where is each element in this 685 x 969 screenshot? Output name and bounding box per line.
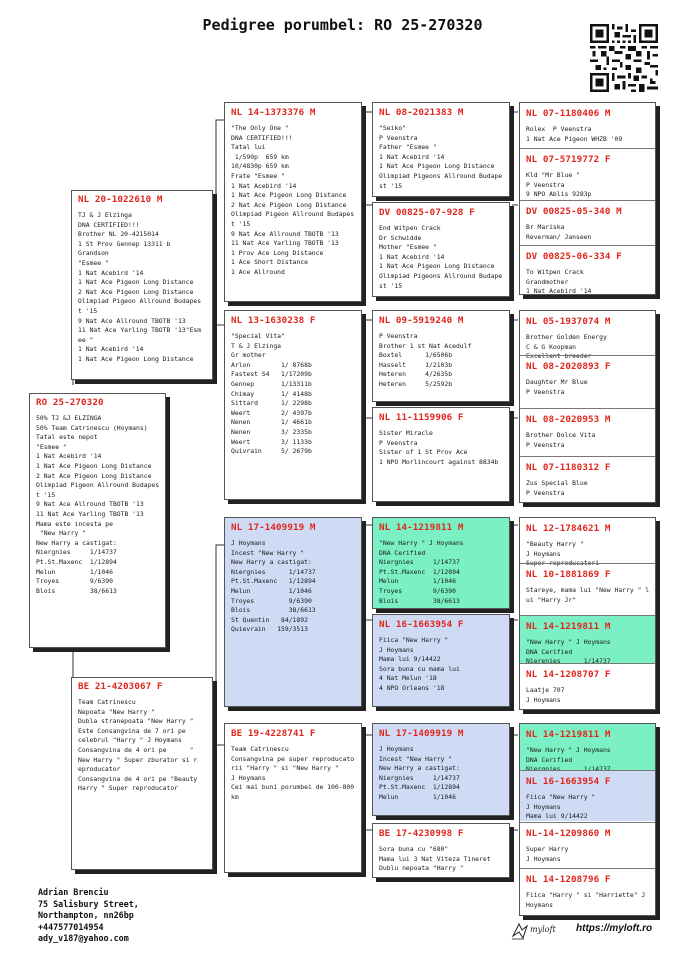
gen4-2-details: [520, 220, 655, 242]
detail-line: Boxtel 1/6506b: [379, 351, 453, 360]
gen3-6-ring-id: NL 17-1409919 M: [379, 728, 464, 739]
detail-line: TJ & J Elzinga: [78, 211, 132, 219]
detail-line: T & J Elzinga: [231, 341, 282, 350]
gen3-card-6[interactable]: [372, 723, 510, 816]
detail-line: 1 NPO Morlincourt against 8834b: [379, 457, 499, 466]
detail-line: End Witpen Crack: [379, 224, 441, 232]
gen4-card-0[interactable]: [520, 103, 655, 148]
gen4-6-details: [520, 428, 655, 450]
gen4-9-ring-id: NL 10-1881869 F: [526, 569, 611, 580]
gen3-4-details: [373, 536, 509, 606]
detail-line: P Veenstra: [379, 332, 418, 340]
detail-line: Sittard 1/ 2298b: [231, 399, 312, 408]
detail-line: "New Harry " J Hoymans: [526, 638, 611, 646]
detail-line: Rolex P Veenstra: [526, 125, 592, 133]
gen4-card-9[interactable]: [520, 563, 655, 614]
gen4-card-11[interactable]: [520, 663, 655, 711]
gen4-card-15[interactable]: [520, 868, 655, 917]
detail-line: Olimpiad Pigeon Allround Budapes: [36, 481, 160, 490]
detail-line: Hasselt 1/2103b: [379, 360, 453, 369]
detail-line: DNA Cerified: [526, 755, 573, 764]
detail-line: "Esmee ": [36, 442, 67, 451]
gen3-4-ring-id: NL 14-1219811 M: [379, 522, 464, 533]
detail-line: New Harry a castigat:: [231, 558, 312, 567]
gen3-card-4[interactable]: [372, 517, 510, 609]
gen4-card-1[interactable]: [520, 148, 655, 198]
granddam-paternal-card[interactable]: [224, 310, 362, 500]
gen4-10-details: [520, 635, 655, 667]
detail-line: 1 Nat Acebird '14: [78, 268, 144, 277]
sire-card[interactable]: [71, 190, 213, 380]
detail-line: DNA Cerified: [526, 647, 573, 656]
owner-name: Adrian Brenciu: [38, 887, 109, 897]
detail-line: 1 Nat Acebird '14: [231, 181, 297, 190]
detail-line: Este Consangvina de 7 ori pe: [78, 726, 186, 735]
detail-line: 1 Prov Ace Long Distance: [231, 248, 324, 257]
detail-line: New Harry a castigat:: [379, 764, 460, 773]
detail-line: Melun 1/1046: [379, 577, 456, 586]
detail-line: Team Catrinescu: [78, 698, 136, 706]
gen3-0-ring-id: NL 08-2021383 M: [379, 107, 464, 118]
gen4-card-13[interactable]: [520, 770, 655, 821]
detail-line: Tatal lui: [231, 143, 266, 152]
detail-line: Cei mai buni porumbei de 100-800: [231, 783, 355, 792]
detail-line: 1 Nat Ace Pigeon WHZB '09: [526, 134, 623, 143]
detail-line: eproducator: [78, 765, 121, 774]
detail-line: Nenen 1/ 4661b: [231, 418, 312, 427]
detail-line: J Hoymans: [231, 773, 266, 782]
detail-line: Nenen 3/ 2335b: [231, 427, 312, 436]
gen4-11-details: [520, 683, 655, 705]
detail-line: Excellent breeder: [526, 352, 592, 361]
gen4-2-ring-id: DV 00825-05-340 M: [526, 206, 622, 217]
owner-phone: +447577014954: [38, 921, 104, 932]
detail-line: Grandson: [78, 249, 109, 258]
detail-line: DNA Cerified: [379, 548, 426, 557]
detail-line: Melun 1/1046: [379, 792, 456, 801]
gen4-11-ring-id: NL 14-1208707 F: [526, 669, 611, 680]
detail-line: P Veenstra: [526, 180, 565, 189]
brand-logo-text: myloft: [530, 925, 556, 934]
owner-email[interactable]: ady_v187@yahoo.com: [38, 933, 129, 944]
detail-line: Laatje 707: [526, 686, 565, 694]
detail-line: 1 Nat Ace Pigeon Long Distance: [379, 262, 495, 271]
gen3-card-7[interactable]: [372, 823, 510, 878]
detail-line: 1 Ace Short Distance: [231, 258, 308, 267]
detail-line: Reverman/ Janseen: [526, 232, 592, 241]
detail-line: "New Harry " J Hoymans: [526, 746, 611, 754]
owner-street: 75 Salisbury Street,: [38, 898, 139, 909]
detail-line: Chimay 1/ 4148b: [231, 389, 312, 398]
gen2-3-ring-id: BE 19-4228741 F: [231, 728, 316, 739]
gen3-card-3[interactable]: [372, 407, 510, 502]
detail-line: Fastest S4 1/17209b: [231, 370, 312, 379]
gen4-card-7[interactable]: [520, 456, 655, 504]
detail-line: Frate "Esmee ": [231, 171, 285, 180]
sire-details: [72, 208, 212, 365]
gen4-13-details: [520, 790, 655, 822]
detail-line: 1 Nat Acebird '14: [78, 345, 144, 354]
detail-line: 1/590p 659 km: [231, 152, 289, 161]
gen4-card-6[interactable]: [520, 408, 655, 456]
gen3-5-details: [373, 633, 509, 694]
detail-line: 1 St Prov Gennep 13311 b: [78, 239, 171, 248]
detail-line: t '15: [231, 219, 251, 228]
detail-line: DNA CERTIFIED!!!: [78, 220, 140, 229]
detail-line: Niergnies 1/14737: [379, 773, 460, 782]
detail-line: 2 Nat Ace Pigeon Long Distance: [231, 200, 347, 209]
detail-line: 9 NPO Ablis 9283p: [526, 190, 592, 199]
detail-line: Melun 1/1046: [36, 567, 113, 576]
detail-line: Pt.St.Maxenc 1/12894: [379, 783, 460, 792]
subject-pigeon-card[interactable]: [29, 393, 166, 648]
detail-line: Olimpiad Pigeon Allround Budapes: [231, 210, 355, 219]
detail-line: 1 Nat Acebird '14: [379, 252, 445, 261]
gen3-2-details: [373, 329, 509, 390]
detail-line: Brother 1 st Nat Acedulf: [379, 341, 472, 350]
detail-line: Consangvina pe super reproducato: [231, 754, 355, 763]
detail-line: Hoymans: [526, 900, 553, 909]
gen3-3-ring-id: NL 11-1159906 F: [379, 412, 464, 423]
detail-line: Brother Golden Energy: [526, 333, 607, 341]
owner-address: [38, 887, 139, 945]
detail-line: "Beauty Harry ": [526, 540, 584, 548]
gen4-3-ring-id: DV 00825-06-334 F: [526, 251, 622, 262]
detail-line: P Veenstra: [526, 488, 565, 497]
gen3-0-details: [373, 121, 509, 191]
detail-line: 1 Nat Ace Pigeon Long Distance: [36, 461, 152, 470]
gen4-13-ring-id: NL 16-1663954 F: [526, 776, 611, 787]
gen4-8-ring-id: NL 12-1784621 M: [526, 523, 611, 534]
detail-line: Incest "New Harry ": [231, 548, 305, 557]
detail-line: P Veenstra: [379, 133, 418, 142]
detail-line: 11 Nat Ace Yarling TBOTB '13: [231, 239, 339, 248]
detail-line: Zus Special Blue: [526, 479, 588, 487]
detail-line: J Hoymans: [526, 854, 561, 863]
detail-line: st '15: [379, 181, 403, 190]
detail-line: 9 Nat Ace Allround TBOTB '13: [231, 229, 339, 238]
gen3-6-details: [373, 742, 509, 803]
detail-line: Weert 3/ 1133b: [231, 437, 312, 446]
detail-line: 1 Nat Ace Pigeon Long Distance: [379, 162, 495, 171]
detail-line: J Hoymans: [526, 802, 561, 811]
gen2-0-details: [225, 121, 361, 278]
detail-line: Br Mariska: [526, 223, 565, 231]
gen4-14-details: [520, 842, 655, 864]
detail-line: 2 Nat Ace Pigeon Long Distance: [36, 471, 152, 480]
detail-line: Incest "New Harry ": [379, 754, 453, 763]
gen4-7-details: [520, 476, 655, 498]
detail-line: Sister of 1 St Prov Ace: [379, 448, 468, 457]
detail-line: Mother "Esmee ": [379, 243, 437, 252]
detail-line: C & G Koopman: [526, 342, 577, 351]
detail-line: Olimpiad Pigeon Allround Budapes: [78, 297, 202, 306]
detail-line: Quivrain 5/ 2679b: [231, 447, 312, 456]
detail-line: J Hoymans: [526, 695, 561, 704]
gen4-pair-1: [519, 310, 656, 503]
gen2-2-ring-id: NL 17-1409919 M: [231, 522, 316, 533]
detail-line: Dubla stranepoata "New Harry ": [78, 717, 194, 726]
gen4-14-ring-id: NL-14-1209860 M: [526, 828, 611, 839]
page-title: Pedigree porumbel: RO 25-270320: [202, 16, 483, 34]
detail-line: Heteren 5/2592b: [379, 379, 453, 388]
gen4-6-ring-id: NL 08-2020953 M: [526, 414, 611, 425]
detail-line: Daughter Mr Blue: [526, 378, 588, 386]
detail-line: Troyes 9/6390: [379, 586, 456, 595]
detail-line: DNA CERTIFIED!!!: [231, 133, 293, 142]
detail-line: ee ": [78, 335, 94, 344]
detail-line: P Veenstra: [379, 438, 418, 447]
detail-line: 11 Nat Ace Yarling TBOTB '13"Esm: [78, 326, 202, 335]
gen4-4-ring-id: NL 05-1937074 M: [526, 316, 611, 327]
detail-line: rii "Harry " si "New Harry ": [231, 764, 339, 773]
gen3-5-ring-id: NL 16-1663954 F: [379, 619, 464, 630]
detail-line: 50% TJ &J ELZINGA: [36, 414, 102, 422]
detail-line: Olimpiad Pigeons Allround Budape: [379, 271, 503, 280]
detail-line: Blois 38/6613: [231, 606, 316, 615]
granddam-maternal-card[interactable]: [224, 723, 362, 873]
detail-line: Heteren 4/2635b: [379, 370, 453, 379]
gen4-card-2[interactable]: [520, 200, 655, 245]
detail-line: J Hoymans: [379, 745, 414, 753]
detail-line: Sora buna cu mama lui: [379, 664, 460, 673]
detail-line: J Hoymans: [231, 539, 266, 547]
detail-line: Mama este incesta pe: [36, 519, 113, 528]
detail-line: "New Harry " J Hoymans: [379, 539, 464, 547]
detail-line: Sister Miracle: [379, 429, 433, 437]
gen4-0-ring-id: NL 07-1180406 M: [526, 108, 611, 119]
gen3-7-ring-id: BE 17-4230998 F: [379, 828, 464, 839]
detail-line: Super reproducatori: [526, 559, 600, 568]
gen4-1-details: [520, 168, 655, 200]
gen4-1-ring-id: NL 07-5719772 F: [526, 154, 611, 165]
detail-line: 1 Nat Ace Pigeon Long Distance: [231, 191, 347, 200]
gen4-card-4[interactable]: [520, 311, 655, 361]
detail-line: Troyes 9/6390: [36, 577, 113, 586]
detail-line: Sora buna cu "680": [379, 845, 449, 853]
grandsire-maternal-card[interactable]: [224, 517, 362, 707]
gen3-card-5[interactable]: [372, 614, 510, 707]
gen3-2-ring-id: NL 09-5919240 M: [379, 315, 464, 326]
gen2-1-details: [225, 329, 361, 457]
detail-line: Team Catrinescu: [231, 745, 289, 753]
detail-line: Dr Schwidde: [379, 233, 422, 242]
gen2-1-ring-id: NL 13-1630238 F: [231, 315, 316, 326]
gen2-2-details: [225, 536, 361, 635]
detail-line: "The Only One ": [231, 124, 289, 132]
gen4-15-details: [520, 888, 655, 910]
detail-line: Olimpiad Pigeons Allround Budape: [379, 171, 503, 180]
dam-card[interactable]: [71, 677, 213, 870]
gen3-1-details: [373, 221, 509, 291]
brand-website-link[interactable]: https://myloft.ro: [576, 923, 653, 934]
detail-line: "Seiko": [379, 124, 406, 132]
detail-line: 1 Nat Acebird '14: [526, 287, 592, 296]
brand-footer: [510, 920, 660, 942]
dam-ring-id: BE 21-4203067 F: [78, 681, 163, 692]
detail-line: Nepoata "New Harry ": [78, 707, 155, 716]
gen4-card-5[interactable]: [520, 355, 655, 407]
gen3-1-ring-id: DV 00825-07-928 F: [379, 207, 475, 218]
gen4-12-ring-id: NL 14-1219811 M: [526, 729, 611, 740]
detail-line: ui "Harry Jr": [526, 595, 577, 604]
gen3-card-1[interactable]: [372, 202, 510, 297]
detail-line: Blois 38/6613: [36, 586, 117, 595]
detail-line: Blois 38/6613: [379, 596, 460, 605]
detail-line: Niergnies 1/14737: [231, 567, 316, 576]
gen2-3-details: [225, 742, 361, 803]
gen4-pair-3: [519, 723, 656, 916]
detail-line: P Veenstra: [526, 387, 565, 396]
gen4-15-ring-id: NL 14-1208796 F: [526, 874, 611, 885]
detail-line: J Hoymans: [379, 645, 414, 654]
detail-line: New Harry a castigat:: [36, 538, 117, 547]
detail-line: Fiica "New Harry ": [379, 636, 449, 644]
detail-line: Brother NL 20-4215014: [78, 230, 159, 239]
detail-line: Consangvina de 4 ori pe "Beauty: [78, 774, 198, 783]
detail-line: J Hoymans: [526, 549, 561, 558]
detail-line: Nierenies 1/14737: [526, 657, 611, 666]
detail-line: 1 Nat Ace Pigeon Long Distance: [78, 354, 194, 363]
detail-line: Quievrain 159/3513: [231, 625, 308, 634]
detail-line: Harry " Super reproducator: [78, 784, 179, 793]
detail-line: "New Harry ": [36, 529, 87, 538]
detail-line: Gennep 1/13311b: [231, 379, 312, 388]
gen4-card-12[interactable]: [520, 724, 655, 770]
gen4-card-10[interactable]: [520, 615, 655, 666]
detail-line: 4 Nat Melun '18: [379, 674, 437, 683]
detail-line: Melun 1/1046: [231, 586, 312, 595]
owner-city: Northampton, nn26bp: [38, 910, 134, 921]
detail-line: Dublu nepoata "Harry ": [379, 864, 464, 873]
gen4-card-8[interactable]: [520, 518, 655, 568]
detail-line: 9 Nat Ace Allround TBOTB '13: [78, 316, 186, 325]
detail-line: Niergnies 1/14737: [379, 558, 460, 567]
detail-line: 9 Nat Ace Allround TBOTB '13: [36, 500, 144, 509]
gen3-card-2[interactable]: [372, 310, 510, 402]
detail-line: Father "Esmee ": [379, 143, 437, 152]
detail-line: Kld "Mr Blue ": [526, 171, 580, 179]
detail-line: 1 Nat Ace Pigeon Long Distance: [78, 278, 194, 287]
gen4-card-3[interactable]: [520, 245, 655, 296]
dam-details: [72, 695, 212, 794]
gen3-3-details: [373, 426, 509, 467]
detail-line: Grandmother: [526, 277, 569, 286]
detail-line: 1 Nat Acebird '14: [36, 452, 102, 461]
detail-line: Brother Dolce Vita: [526, 431, 596, 439]
detail-line: 11 Nat Ace Yarling TBOTB '13: [36, 509, 144, 518]
detail-line: st '15: [379, 281, 403, 290]
subject-ring-id: RO 25-270320: [36, 397, 104, 408]
detail-line: New Harry " Super zburator si r: [78, 755, 198, 764]
detail-line: P Veenstra: [526, 440, 565, 449]
gen4-3-details: [520, 265, 655, 297]
gen4-0-details: [520, 122, 655, 144]
gen4-card-14[interactable]: [520, 822, 655, 868]
gen4-9-details: [520, 583, 655, 605]
gen4-5-ring-id: NL 08-2020893 F: [526, 361, 611, 372]
detail-line: Stareye, mama lui "New Harry " l: [526, 586, 650, 594]
detail-line: Pt.St.Maxenc 1/12894: [379, 567, 460, 576]
grandsire-paternal-card[interactable]: [224, 102, 362, 302]
detail-line: St Quentin 84/1892: [231, 615, 308, 624]
detail-line: 10/4830p 659 km: [231, 162, 289, 171]
detail-line: 4 NPO Orleans '18: [379, 683, 445, 692]
detail-line: Niergnies 1/14737: [36, 548, 117, 557]
detail-line: t '15: [36, 490, 56, 499]
subject-details: [30, 411, 165, 596]
detail-line: "Esmee ": [78, 258, 109, 267]
gen4-10-ring-id: NL 14-1219811 M: [526, 621, 611, 632]
gen4-5-details: [520, 375, 655, 397]
detail-line: Super Harry: [526, 845, 569, 853]
detail-line: Mama lui 3 Nat Viteza Tineret: [379, 854, 491, 863]
detail-line: Gr mother: [231, 351, 266, 360]
detail-line: Mama lui 9/14422: [526, 812, 588, 821]
detail-line: celebrul "Harry " J Hoymans: [78, 736, 182, 745]
gen3-card-0[interactable]: [372, 102, 510, 197]
detail-line: Fiica "Harry " si "Harriette" J: [526, 891, 646, 899]
detail-line: Weert 2/ 4397b: [231, 408, 312, 417]
detail-line: To Witpen Crack: [526, 268, 584, 276]
detail-line: Tatal este nepot: [36, 433, 98, 442]
sire-ring-id: NL 20-1022610 M: [78, 194, 163, 205]
detail-line: t '15: [78, 306, 98, 315]
detail-line: 1 Nat Acebird '14: [379, 152, 445, 161]
myloft-logo-icon: [510, 920, 530, 942]
detail-line: Consangvina de 4 ori pe ": [78, 745, 194, 754]
detail-line: Arlon 1/ 8768b: [231, 360, 312, 369]
gen4-pair-0: [519, 102, 656, 295]
detail-line: Troyes 9/6390: [231, 596, 312, 605]
detail-line: Fiica "New Harry ": [526, 793, 596, 801]
detail-line: 1 Ace Allround: [231, 267, 285, 276]
detail-line: km: [231, 792, 239, 801]
detail-line: "Special Vita": [231, 332, 285, 340]
gen4-pair-2: [519, 517, 656, 710]
detail-line: Pt.St.Maxenc 1/12894: [36, 557, 117, 566]
gen2-0-ring-id: NL 14-1373376 M: [231, 107, 316, 118]
detail-line: 50% Team Catrinescu (Hoymans): [36, 423, 148, 432]
gen3-7-details: [373, 842, 509, 874]
detail-line: Mama lui 9/14422: [379, 655, 441, 664]
detail-line: 2 Nat Ace Pigeon Long Distance: [78, 287, 194, 296]
gen4-7-ring-id: NL 07-1180312 F: [526, 462, 611, 473]
detail-line: Pt.St.Maxenc 1/12894: [231, 577, 316, 586]
